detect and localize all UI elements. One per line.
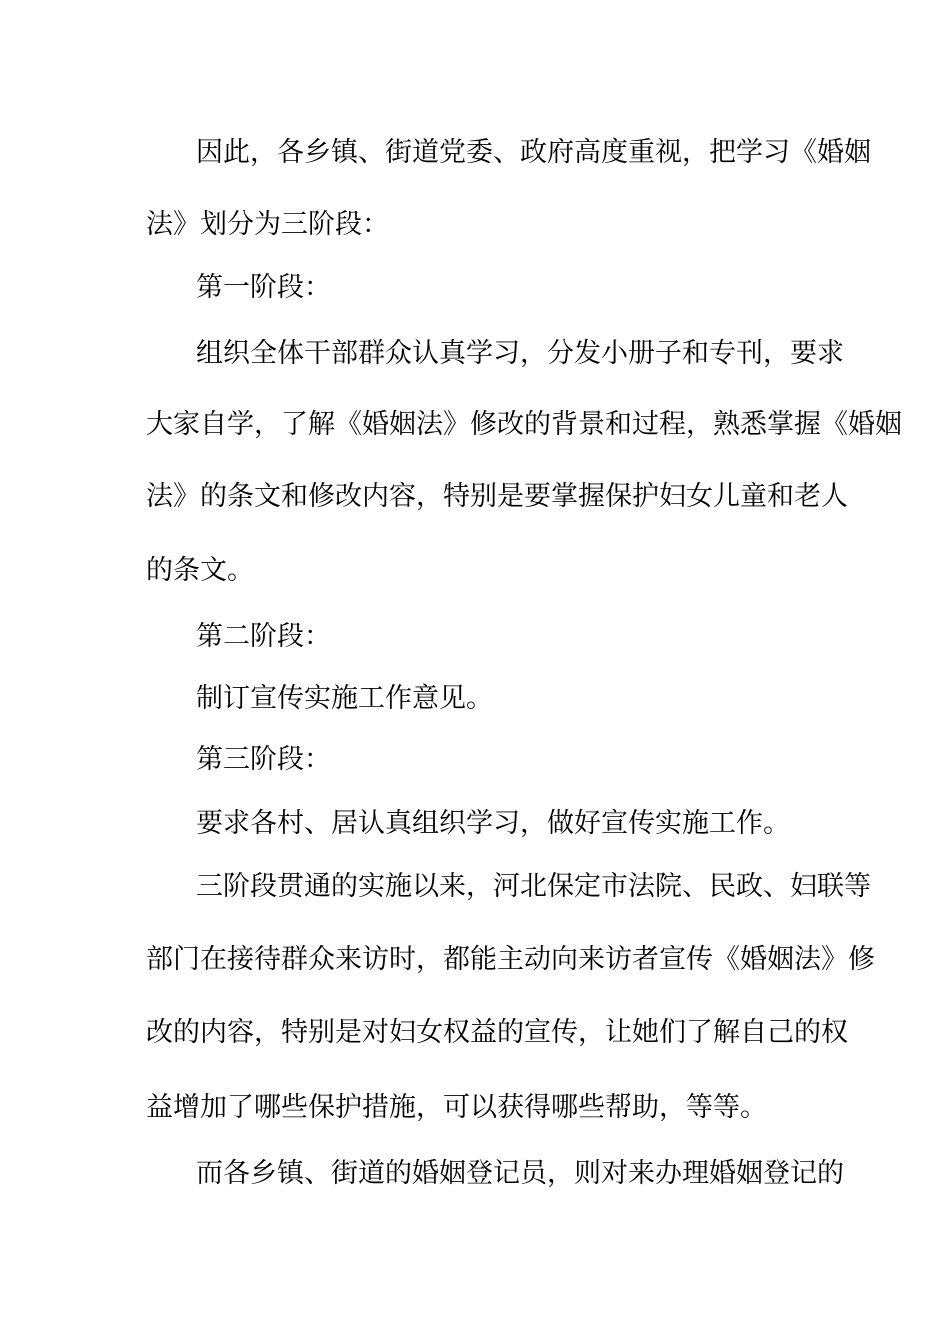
paragraph-4-line-1: 而各乡镇、街道的婚姻登记员，则对来办理婚姻登记的 bbox=[196, 1158, 844, 1189]
paragraph-2-line-4: 的条文。 bbox=[146, 555, 254, 586]
paragraph-3-line-2: 部门在接待群众来访时，都能主动向来访者宣传《婚姻法》修 bbox=[146, 944, 875, 975]
paragraph-1-line-2: 法》划分为三阶段： bbox=[146, 209, 389, 240]
stage-two-heading: 第二阶段： bbox=[196, 621, 331, 652]
paragraph-2-line-2: 大家自学，了解《婚姻法》修改的背景和过程，熟悉掌握《婚姻 bbox=[146, 409, 902, 440]
paragraph-2-line-3: 法》的条文和修改内容，特别是要掌握保护妇女儿童和老人 bbox=[146, 481, 848, 512]
stage-three-heading: 第三阶段： bbox=[196, 744, 331, 775]
paragraph-1-line-1: 因此，各乡镇、街道党委、政府高度重视，把学习《婚姻 bbox=[196, 137, 871, 168]
stage-two-text: 制订宣传实施工作意见。 bbox=[196, 683, 493, 714]
paragraph-3-line-3: 改的内容，特别是对妇女权益的宣传，让她们了解自己的权 bbox=[146, 1017, 848, 1048]
stage-three-text: 要求各村、居认真组织学习，做好宣传实施工作。 bbox=[196, 808, 790, 839]
stage-one-heading: 第一阶段： bbox=[196, 272, 331, 303]
paragraph-2-line-1: 组织全体干部群众认真学习，分发小册子和专刊，要求 bbox=[196, 338, 844, 369]
paragraph-3-line-4: 益增加了哪些保护措施，可以获得哪些帮助，等等。 bbox=[146, 1092, 767, 1123]
paragraph-3-line-1: 三阶段贯通的实施以来，河北保定市法院、民政、妇联等 bbox=[196, 871, 871, 902]
